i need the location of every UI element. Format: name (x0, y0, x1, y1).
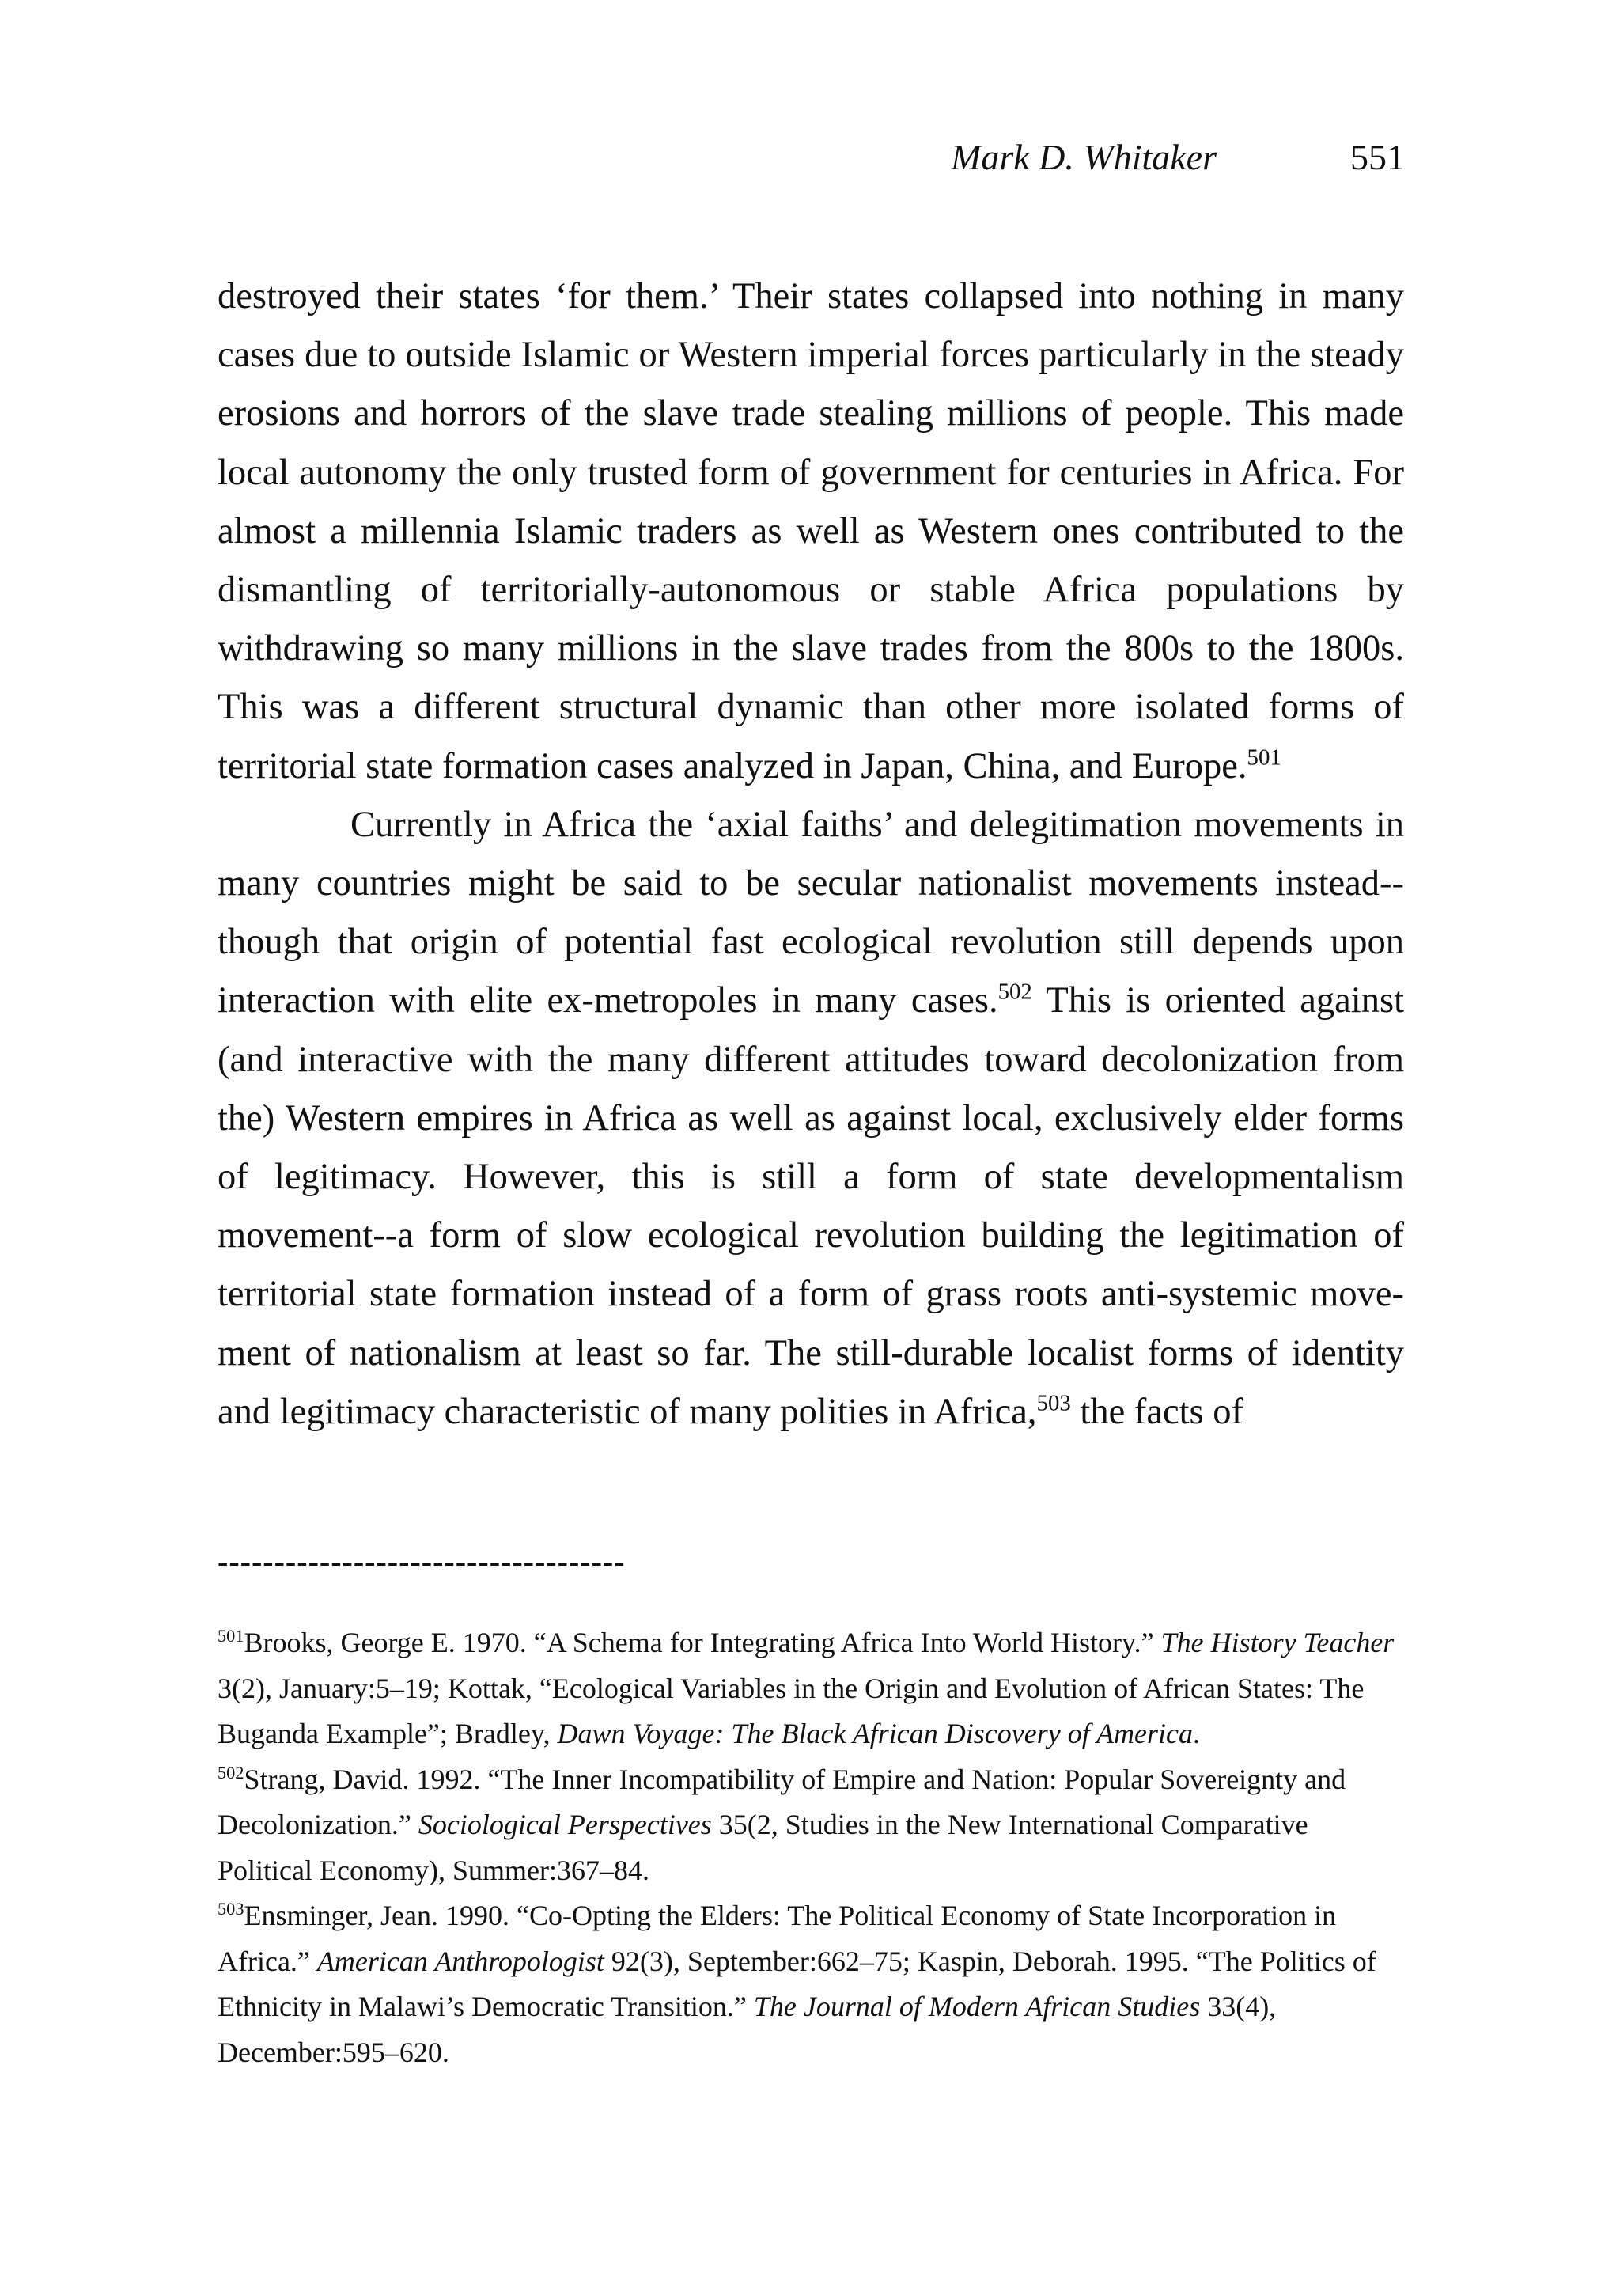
footnote-ref-501[interactable]: 501 (1247, 744, 1281, 771)
footnote-number: 501 (218, 1626, 244, 1646)
footnote-text: 3(2), January:5–19; Kottak, “Ecological Variables in the Origin and Evolution of African States: The Buganda Example”; Bradley, (218, 1672, 1365, 1749)
page-number: 551 (1350, 137, 1405, 177)
paragraph-2-text-b: This is oriented against (and interactive with the many different attitudes toward decolonization from the) Western empires in Africa as well as against local, exclusively elder forms of legitimacy. However, this is still a form of state developmentalism movement--a form of slow ecological revolution building the legitimation of territorial state formation instead of a form of grass roots anti-systemic movement of nationalism at least so far. The still-durable localist forms of identity and legitimacy characteristic of many polities in Africa, (218, 980, 1404, 1432)
paragraph-2 (218, 796, 1404, 1442)
footnote-503 (218, 1893, 1404, 2075)
paragraph-2-text-c: the facts of (1070, 1391, 1243, 1432)
footnote-text: . (1193, 1718, 1201, 1749)
footnote-journal-title: American Anthropologist (316, 1945, 604, 1977)
body-text (218, 267, 1404, 1442)
footnote-journal-title: The Journal of Modern African Studies (753, 1991, 1201, 2022)
footnote-number: 502 (218, 1762, 244, 1783)
footnote-number: 503 (218, 1899, 244, 1919)
footnote-text: Ensminger, Jean. 1990. “Co-Opting the Elders: The Political Economy of State Incorporation in Africa.” (218, 1900, 1337, 1977)
running-header (0, 136, 1620, 184)
footnote-text: 33(4), December:595–620. (218, 1991, 1277, 2068)
paragraph-1 (218, 267, 1404, 796)
footnote-502 (218, 1757, 1404, 1894)
footnote-ref-502[interactable]: 502 (997, 979, 1032, 1005)
paragraph-1-text: destroyed their states ‘for them.’ Their states collapsed into nothing in many cases due to outside Islamic or Western imperial forces particularly in the steady erosions and horrors of the slave trade stealing millions of people. This made local autonomy the only trusted form of government for centuries in Africa. For almost a millennia Islamic traders as well as Western ones contributed to the dismantling of territorially-autonomous or stable Africa populations by withdrawing so many millions in the slave trades from the 800s to the 1800s. This was a different structural dynamic than other more isolated forms of territorial state formation cases analyzed in Japan, China, and Europe. (218, 276, 1404, 786)
footnote-501 (218, 1620, 1404, 1757)
running-head-author: Mark D. Whitaker (951, 137, 1217, 177)
footnote-separator: ------------------------------------ (218, 1544, 626, 1579)
footnote-journal-title: Sociological Perspectives (418, 1809, 712, 1840)
paragraph-2-text-a: Currently in Africa the ‘axial faiths’ and delegitimation movements in many countries might be said to be secular nationalist movements instead--though that origin of potential fast ecological revolution still depends upon interaction with elite ex-metropoles in many cases. (218, 804, 1404, 1021)
footnote-ref-503[interactable]: 503 (1036, 1390, 1071, 1416)
footnote-journal-title: The History Teacher (1160, 1627, 1395, 1658)
footnote-text: 92(3), September:662–75; Kaspin, Deborah. 1995. “The Politics of Ethnicity in Malawi’s Democratic Transition.” (218, 1945, 1376, 2022)
footnote-text: 35(2, Studies in the New International Comparative Political Economy), Summer:367–84. (218, 1809, 1308, 1886)
footnote-book-title: Dawn Voyage: The Black African Discovery of America (557, 1718, 1194, 1749)
footnote-text: Brooks, George E. 1970. “A Schema for Integrating Africa Into World History.” (244, 1627, 1161, 1658)
footnote-text: Strang, David. 1992. “The Inner Incompatibility of Empire and Nation: Popular Sovereignty and Decolonization.” (218, 1763, 1346, 1840)
footnotes (218, 1620, 1404, 2075)
